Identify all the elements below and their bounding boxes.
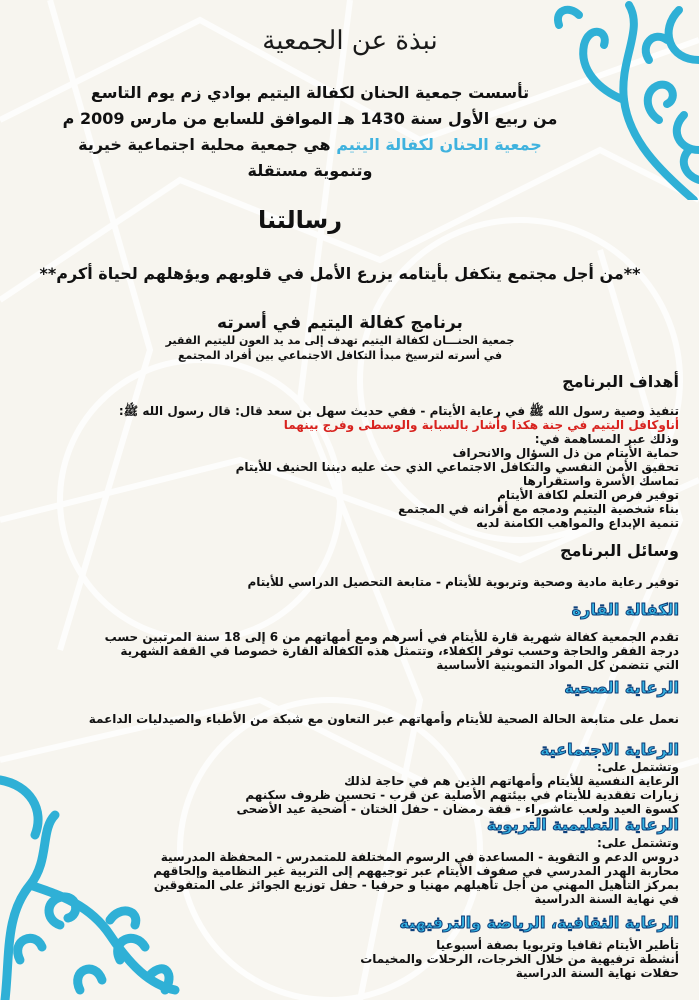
goal-item: تنمية الإبداع والمواهب الكامنة لديه xyxy=(476,516,679,530)
section-heading-social-care: الرعاية الاجتماعية xyxy=(539,740,679,759)
hadith-text: أناوكافل اليتيم في جنة هكذا وأشار بالسبابة والوسطى وفرج بينهما xyxy=(283,418,679,432)
section-body-educational-care: وتشتمل على: دروس الدعم و التقوية - المساعدة في الرسوم المختلفة للمتمدرس - المحفظة المدرسية محاربة الهدر المدرسي في صفوف الأيتام عبر توجيههم إلى التربية غير النظامية وإلحاقهم بمركز التأهيل المهني من أجل تأهيلهم مهنيا و حرفيا - حفل توزيع الجوائز على المتفوقين في نهاية السنة الدراسية xyxy=(153,836,679,906)
intro-paragraph xyxy=(60,80,560,184)
intro-line: من ربيع الأول سنة 1430 هـ الموافق للسابع من مارس 2009 م xyxy=(62,109,558,128)
goals-intro-line: تنفيذ وصية رسول الله ﷺ في رعاية الأيتام - ففي حديث سهل بن سعد قال: قال رسول الله ﷺ: xyxy=(118,404,679,418)
page-title: نبذة عن الجمعية xyxy=(262,26,438,56)
intro-line: جمعية الحنان لكفالة اليتيم هي جمعية محلية اجتماعية خيرية xyxy=(78,135,542,154)
section-heading-fixed-sponsorship: الكفالة القارة xyxy=(571,600,679,619)
goal-item: بناء شخصية اليتيم ودمجه مع أقرانه في المجتمع xyxy=(398,502,679,516)
goals-body xyxy=(20,404,679,530)
mission-statement: **من أجل مجتمع يتكفل بأيتامه يزرع الأمل في قلوبهم ويؤهلهم لحياة أكرم** xyxy=(39,264,641,283)
intro-line: وتنموية مستقلة xyxy=(247,161,373,180)
section-heading-health-care: الرعاية الصحية xyxy=(564,678,679,697)
program-description: جمعية الحنـــان لكفالة اليتيم تهدف إلى مد يد العون لليتيم الفقير في أسرته لترسيخ مبدأ التكافل الاجتماعي بين أفراد المجتمع xyxy=(165,334,515,362)
intro-line: تأسست جمعية الحنان لكفالة اليتيم بوادي زم يوم التاسع xyxy=(90,83,530,102)
means-heading: وسائل البرنامج xyxy=(560,541,679,560)
goal-item: حماية الأيتام من ذل السؤال والانحراف xyxy=(452,446,679,460)
section-heading-cultural-care: الرعاية الثقافية، الرياضة والترفيهية xyxy=(399,913,679,932)
program-heading: برنامج كفالة اليتيم في أسرته xyxy=(217,313,463,333)
section-body-health-care: نعمل على متابعة الحالة الصحية للأيتام وأمهاتهم عبر التعاون مع شبكة من الأطباء والصيدليات الداعمة xyxy=(88,712,679,726)
section-body-social-care: وتشتمل على: الرعاية النفسية للأيتام وأمهاتهم الذين هم في حاجة لذلك زيارات تفقدية للأيتام في بيئتهم الأصلية عن قرب - تحسين ظروف سكنهم كسوة العيد ولعب عاشوراء - قفة رمضان - حفل الختان - أضحية عيد الأضحى xyxy=(236,760,679,816)
mission-heading: رسالتنا xyxy=(257,206,343,234)
section-body-cultural-care: تأطير الأيتام ثقافيا وتربويا بصفة أسبوعيا أنشطة ترفيهية من خلال الخرجات، الرحلات والمخيمات حفلات نهاية السنة الدراسية xyxy=(360,938,679,980)
section-body-fixed-sponsorship: تقدم الجمعية كفالة شهرية قارة للأيتام في أسرهم ومع أمهاتهم من 6 إلى 18 سنة المرتبين حسب درجة الفقر والحاجة وحسب توفر الكفلاء، وتتمثل هذه الكفالة القارة خصوصا في القفة الشهرية التي تتضمن كل المواد التموينية الأساسية xyxy=(104,630,679,672)
goal-item: تماسك الأسرة واستقرارها xyxy=(522,474,679,488)
goals-lead: وذلك عبر المساهمة في: xyxy=(534,432,679,446)
association-name-highlight: جمعية الحنان لكفالة اليتيم xyxy=(336,135,542,154)
goal-item: توفير فرص التعلم لكافة الأيتام xyxy=(497,488,679,502)
goals-heading: أهداف البرنامج xyxy=(562,372,679,391)
goal-item: تحقيق الأمن النفسي والتكافل الاجتماعي الذي حث عليه ديننا الحنيف للأيتام xyxy=(235,460,679,474)
means-text: توفير رعاية مادية وصحية وتربوية للأيتام - متابعة التحصيل الدراسي للأيتام xyxy=(247,575,679,589)
section-heading-educational-care: الرعاية التعليمية التربوية xyxy=(486,815,679,834)
